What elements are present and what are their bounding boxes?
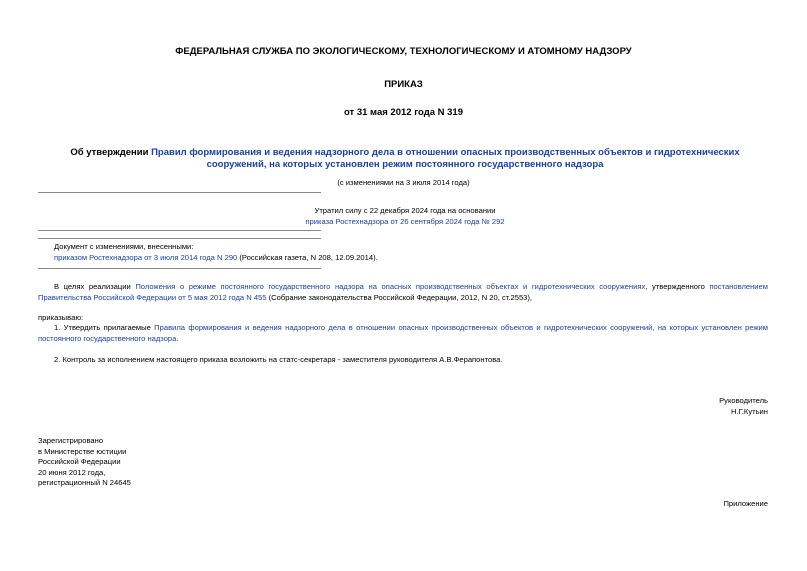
date-number-heading: от 31 мая 2012 года N 319	[343, 107, 464, 118]
preamble-text-2: , утвержденного	[645, 282, 710, 291]
registration-line-3: Российской Федерации	[38, 457, 121, 466]
changes-link[interactable]: приказом Ростехнадзора от 3 июля 2014 года N 290	[54, 252, 238, 262]
registration-line-4: 20 июня 2012 года,	[38, 467, 106, 477]
registration-line-2: в Министерстве юстиции	[38, 446, 127, 456]
agency-heading: ФЕДЕРАЛЬНАЯ СЛУЖБА ПО ЭКОЛОГИЧЕСКОМУ, ТЕХНОЛОГИЧЕСКОМУ И АТОМНОМУ НАДЗОРУ	[175, 46, 632, 57]
item-1-link[interactable]: Правила формирования и ведения надзорного дела в отношении опасных производственных объектов и гидротехнических сооружений, на которых установлен режим постоянного государственного надзора	[38, 323, 768, 343]
registration-line-5: регистрационный N 24645	[38, 478, 131, 487]
divider-1	[38, 192, 321, 193]
item-1-text-1: 1. Утвердить прилагаемые	[54, 323, 155, 332]
order-word: приказываю:	[38, 313, 84, 322]
registration-line-1: Зарегистрировано	[38, 436, 104, 445]
title-prefix: Об утверждении	[70, 147, 152, 158]
item-1-paragraph	[38, 323, 768, 344]
preamble-link-2[interactable]: постановлением Правительства Российской Федерации от 5 мая 2012 года N 455	[38, 282, 768, 302]
signature-role: Руководитель	[719, 396, 768, 405]
amended-note: (с изменениями на 3 июля 2014 года)	[337, 178, 470, 187]
preamble-text-3: (Собрание законодательства Российской Федерации, 2012, N 20, ст.2553),	[266, 292, 533, 302]
preamble-paragraph	[38, 282, 768, 303]
preamble-text-1: В целях реализации	[54, 282, 136, 291]
divider-2	[38, 230, 321, 231]
item-2-paragraph: 2. Контроль за исполнением настоящего приказа возложить на статс-секретаря - заместителя руководителя А.В.Ферапонтова.	[54, 355, 503, 364]
document-title	[55, 147, 755, 171]
expired-text: Утратил силу с 22 декабря 2024 года на основании	[314, 206, 496, 215]
changes-block	[54, 242, 654, 263]
item-1-text-2: .	[176, 333, 179, 343]
changes-rest: (Российская газета, N 208, 12.09.2014).	[237, 252, 378, 262]
changes-line	[54, 253, 654, 264]
preamble-link-1[interactable]: Положения о режиме постоянного государственного надзора на опасных производственных объектах и гидротехнических сооружениях	[135, 282, 646, 291]
doc-type-heading: ПРИКАЗ	[384, 79, 423, 90]
title-link[interactable]: Правил формирования и ведения надзорного дела в отношении опасных производственных объектов и гидротехнических сооружений, на которых установлен режим постоянного государственного надзора	[151, 147, 740, 170]
expired-note	[250, 206, 560, 227]
changes-label: Документ с изменениями, внесенными:	[54, 242, 194, 251]
divider-4	[38, 268, 321, 269]
expired-link[interactable]: приказа Ростехнадзора от 26 сентября 2024 года № 292	[305, 216, 505, 226]
appendix-label: Приложение	[723, 499, 768, 508]
divider-3	[38, 238, 321, 239]
registration-block	[38, 436, 338, 489]
signature-block	[500, 396, 768, 417]
signature-name: Н.Г.Кутьин	[731, 406, 768, 416]
